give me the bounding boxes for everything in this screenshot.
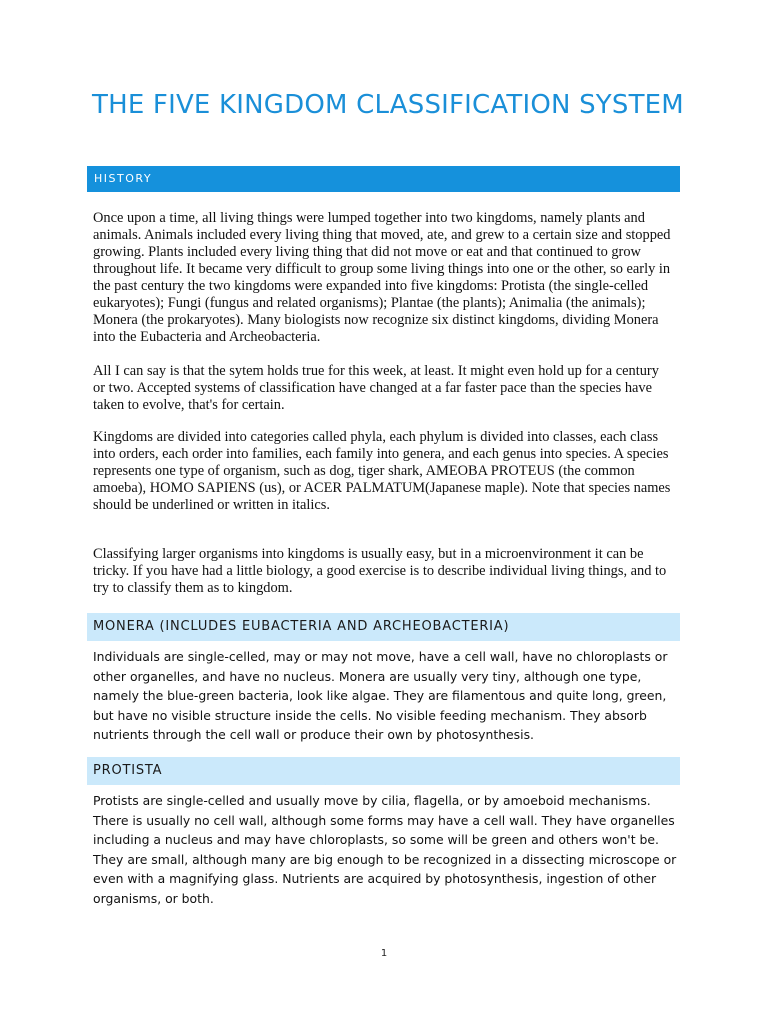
section-heading-monera: MONERA (INCLUDES EUBACTERIA AND ARCHEOBACTERIA) [87, 613, 680, 641]
section-heading-history: HISTORY [87, 166, 680, 192]
section-heading-protista: PROTISTA [87, 757, 680, 785]
history-paragraph-2: All I can say is that the sytem holds true for this week, at least. It might even hold up for a century or two. Accepted systems of classification have changed at a far faster pace than the species have taken to evolve, that's for certain. [93, 363, 659, 413]
history-paragraph-1: Once upon a time, all living things were lumped together into two kingdoms, namely plants and animals. Animals included every living thing that moved, ate, and grew to a certain size and stopped growing. Plants included every living thing that did not move or eat and that continued to grow throughout life. It became very difficult to group some living things into one or the other, so early in the past century the two kingdoms were expanded into five kingdoms: Protista (the single-celled eukaryotes); Fungi (fungus and related organisms); Plantae (the plants); Animalia (the animals); Monera (the prokaryotes). Many biologists now recognize six distinct kingdoms, dividing Monera into the Eubacteria and Archeobacteria. [93, 210, 671, 345]
protista-paragraph: Protists are single-celled and usually move by cilia, flagella, or by amoeboid mechanisms. There is usually no cell wall, although some forms may have a cell wall. They have organelles including a nucleus and may have chloroplasts, so some will be green and others won't be. They are small, although many are big enough to be recognized in a dissecting microscope or even with a magnifying glass. Nutrients are acquired by photosynthesis, ingestion of other organisms, or both. [93, 793, 677, 906]
history-paragraph-4: Classifying larger organisms into kingdoms is usually easy, but in a microenvironment it can be tricky. If you have had a little biology, a good exercise is to describe individual living things, and to try to classify them as to kingdom. [93, 546, 667, 596]
page-number: 1 [380, 948, 388, 959]
monera-paragraph: Individuals are single-celled, may or may not move, have a cell wall, have no chloroplasts or other organelles, and have no nucleus. Monera are usually very tiny, although one type, namely the blue-green bacteria, look like algae. They are filamentous and quite long, green, but have no visible structure inside the cells. No visible feeding mechanism. They absorb nutrients through the cell wall or produce their own by photosynthesis. [93, 649, 668, 742]
history-paragraph-3: Kingdoms are divided into categories called phyla, each phylum is divided into classes, each class into orders, each order into families, each family into genera, and each genus into species. A species represents one type of organism, such as dog, tiger shark, AMEOBA PROTEUS (the common amoeba), HOMO SAPIENS (us), or ACER PALMATUM(Japanese maple). Note that species names should be underlined or written in italics. [93, 429, 671, 513]
document-title: THE FIVE KINGDOM CLASSIFICATION SYSTEM [92, 90, 684, 120]
